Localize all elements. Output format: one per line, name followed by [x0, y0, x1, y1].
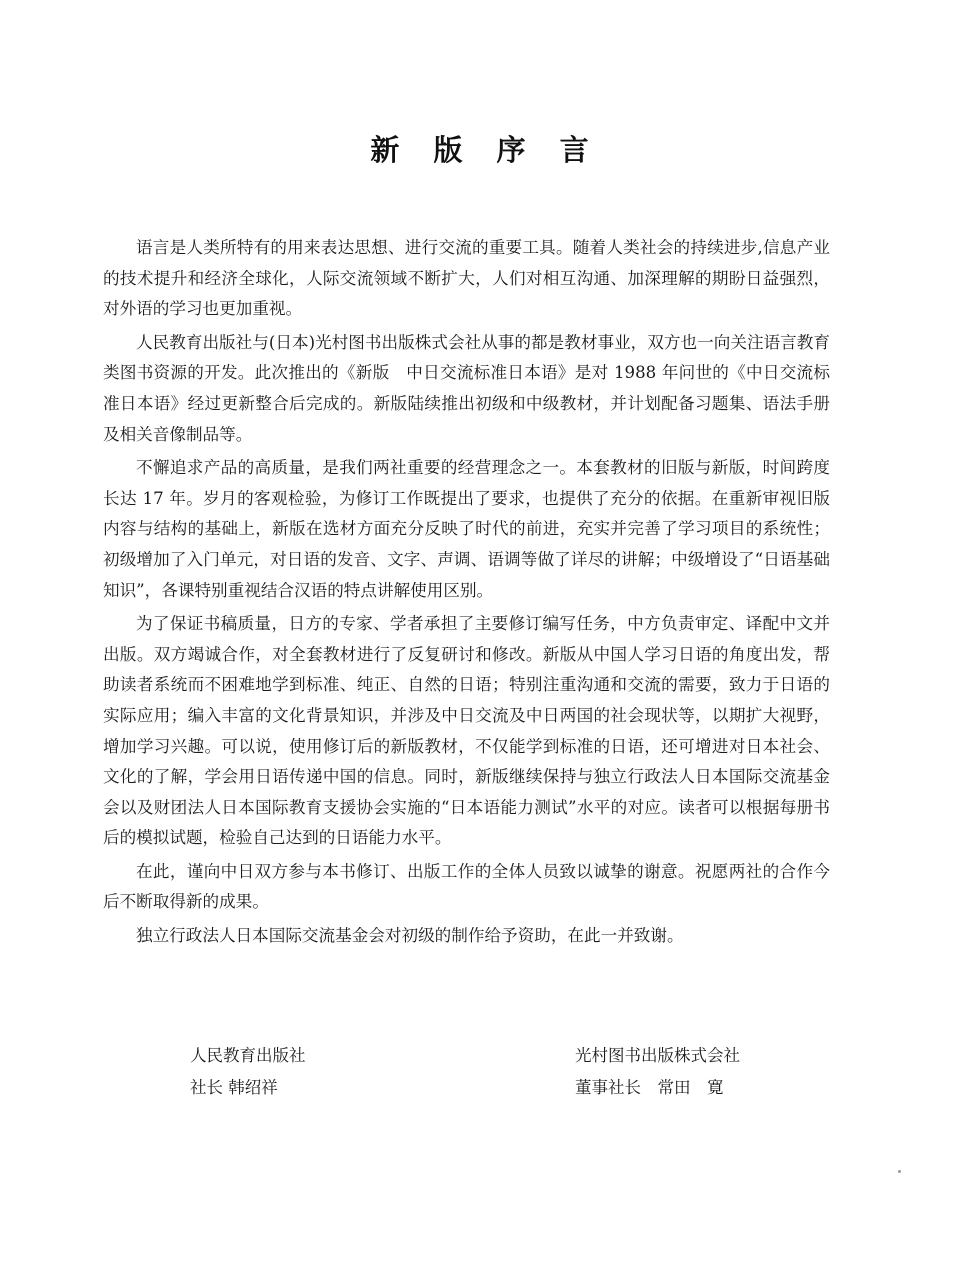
signature-left-org: 人民教育出版社	[190, 1046, 306, 1065]
signature-left-person: 社长 韩绍祥	[190, 1078, 278, 1097]
preface-body	[103, 233, 830, 955]
paragraph-6: 独立行政法人日本国际交流基金会对初级的制作给予资助，在此一并致谢。	[136, 926, 684, 946]
paragraph-4: 为了保证书稿质量，日方的专家、学者承担了主要修订编写任务，中方负责审定、译配中文并出版。双方竭诚合作，对全套教材进行了反复研讨和修改。新版从中国人学习日语的角度出发，帮助读者系统而不困难地学到标准、纯正、自然的日语；特别注重沟通和交流的需要，致力于日语的实际应用；编入丰富的文化背景知识，并涉及中日交流及中日两国的社会现状等，以期扩大视野，增加学习兴趣。可以说，使用修订后的新版教材，不仅能学到标准的日语，还可增进对日本社会、文化的了解，学会用日语传递中国的信息。同时，新版继续保持与独立行政法人日本国际交流基金会以及财团法人日本国际教育支援协会实施的“日本语能力测试”水平的对应。读者可以根据每册书后的模拟试题，检验自己达到的日语能力水平。	[103, 614, 830, 848]
signature-right-person: 董事社长 常田 寛	[575, 1078, 724, 1097]
paragraph-1: 语言是人类所特有的用来表达思想、进行交流的重要工具。随着人类社会的持续进步,信息产业的技术提升和经济全球化，人际交流领域不断扩大，人们对相互沟通、加深理解的期盼日益强烈，对外语的学习也更加重视。	[103, 238, 830, 319]
signature-right	[575, 1040, 740, 1104]
paragraph-5: 在此，谨向中日双方参与本书修订、出版工作的全体人员致以诚挚的谢意。祝愿两社的合作今后不断取得新的成果。	[103, 861, 830, 912]
paragraph-2: 人民教育出版社与(日本)光村图书出版株式会社从事的都是教材事业，双方也一向关注语言教育类图书资源的开发。此次推出的《新版 中日交流标准日本语》是对 1988 年问世的《中日交流标准日本语》经过更新整合后完成的。新版陆续推出初级和中级教材，并计划配备习题集、语法手册及相关音像制品等。	[103, 332, 830, 444]
paragraph-3: 不懈追求产品的高质量，是我们两社重要的经营理念之一。本套教材的旧版与新版，时间跨度长达 17 年。岁月的客观检验，为修订工作既提出了要求，也提供了充分的依据。在重新审视旧版内容与结构的基础上，新版在选材方面充分反映了时代的前进，充实并完善了学习项目的系统性；初级增加了入门单元，对日语的发音、文字、声调、语调等做了详尽的讲解；中级增设了“日语基础知识”，各课特别重视结合汉语的特点讲解使用区别。	[103, 458, 830, 600]
scan-speck	[898, 1170, 901, 1173]
signature-left	[190, 1040, 306, 1104]
signature-right-org: 光村图书出版株式会社	[575, 1046, 740, 1065]
page-title: 新 版 序 言	[370, 133, 601, 167]
